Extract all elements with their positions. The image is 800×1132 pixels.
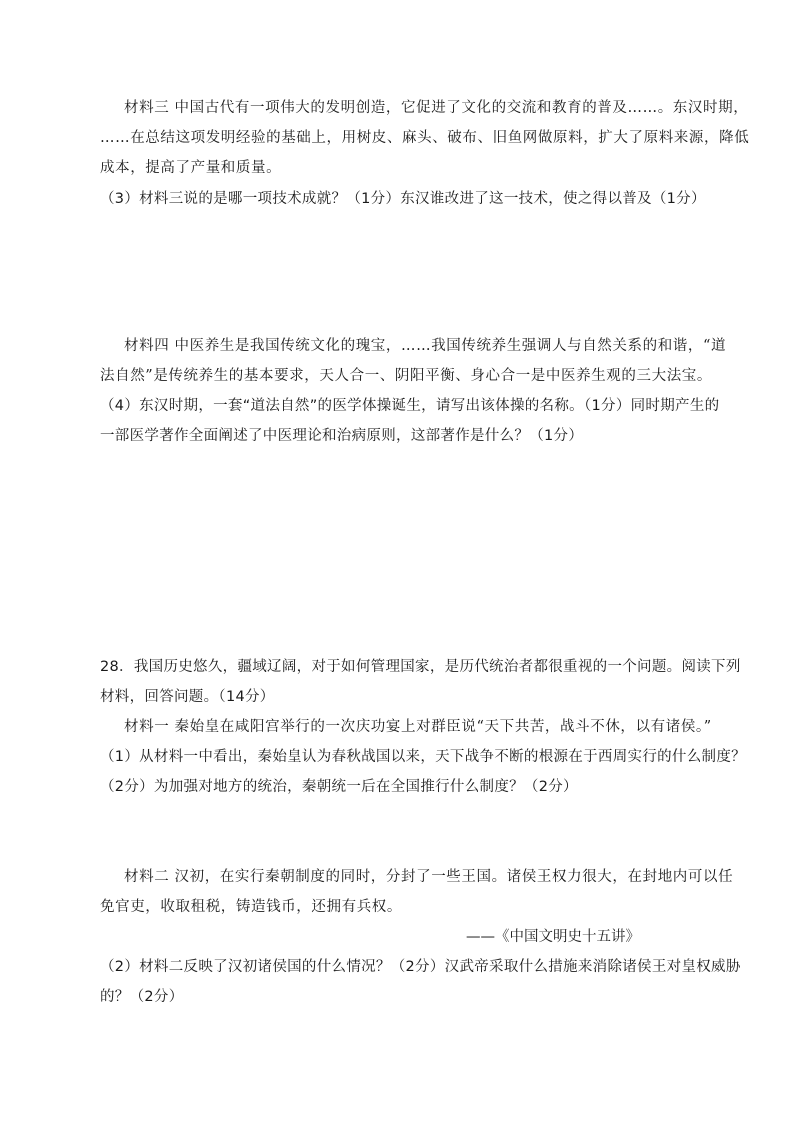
material-3-line-3: 成本，提高了产量和质量。 xyxy=(100,160,282,176)
question-28-sub-1-line-2: （2分）为加强对地方的统治，秦朝统一后在全国推行什么制度？（2分） xyxy=(100,779,578,795)
question-28-material-1: 材料一 秦始皇在咸阳宫举行的一次庆功宴上对群臣说“天下共苦，战斗不休，以有诸侯。” xyxy=(124,719,712,735)
question-4-line-2: 一部医学著作全面阐述了中医理论和治病原则，这部著作是什么？（1分） xyxy=(100,428,584,444)
material-3-line-2: ……在总结这项发明经验的基础上，用树皮、麻头、破布、旧鱼网做原料，扩大了原料来源，降低 xyxy=(100,130,750,146)
question-28-line-1: 28．我国历史悠久，疆域辽阔，对于如何管理国家，是历代统治者都很重视的一个问题。阅读下列 xyxy=(100,659,741,675)
question-28-material-2-line-2: 免官吏，收取租税，铸造钱币，还拥有兵权。 xyxy=(100,899,402,915)
question-28-line-2: 材料，回答问题。（14分） xyxy=(100,689,275,705)
material-4-line-2: 法自然”是传统养生的基本要求，天人合一、阴阳平衡、身心合一是中医养生观的三大法宝。 xyxy=(100,368,713,384)
source-citation: ——《中国文明史十五讲》 xyxy=(466,929,640,945)
question-28-sub-1-line-1: （1）从材料一中看出，秦始皇认为春秋战国以来，天下战争不断的根源在于西周实行的什么制度？ xyxy=(100,749,746,765)
question-28-sub-2-line-1: （2）材料二反映了汉初诸侯国的什么情况？（2分）汉武帝采取什么措施来消除诸侯王对皇权威胁 xyxy=(100,959,741,975)
question-28-material-2-line-1: 材料二 汉初，在实行秦朝制度的同时，分封了一些王国。诸侯王权力很大，在封地内可以任 xyxy=(124,869,734,885)
question-4-line-1: （4）东汉时期，一套“道法自然”的医学体操诞生，请写出该体操的名称。（1分）同时期产生的 xyxy=(100,398,720,414)
question-28-sub-2-line-2: 的？（2分） xyxy=(100,989,184,1005)
material-4-line-1: 材料四 中医养生是我国传统文化的瑰宝，……我国传统养生强调人与自然关系的和谐，“道 xyxy=(124,338,727,354)
question-3: （3）材料三说的是哪一项技术成就？（1分）东汉谁改进了这一技术，使之得以普及（1分） xyxy=(100,191,706,207)
material-3-line-1: 材料三 中国古代有一项伟大的发明创造，它促进了文化的交流和教育的普及……。东汉时期， xyxy=(124,100,749,116)
